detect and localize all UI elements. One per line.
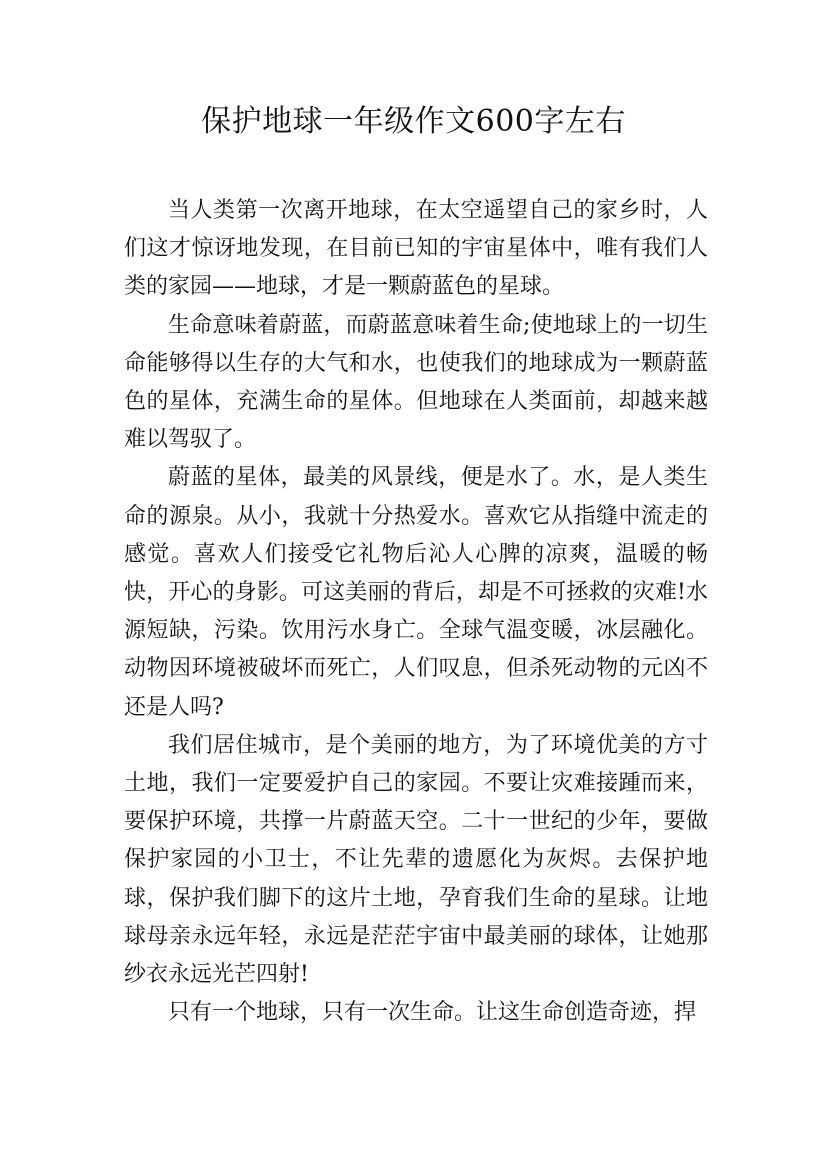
- document-body: [124, 192, 708, 1032]
- paragraph-2: 生命意味着蔚蓝，而蔚蓝意味着生命;使地球上的一切生命能够得以生存的大气和水，也使我们的地球成为一颗蔚蓝色的星体，充满生命的星体。但地球在人类面前，却越来越难以驾驭了。: [124, 312, 708, 453]
- document-title: 保护地球一年级作文600字左右: [201, 104, 626, 139]
- paragraph-5: 只有一个地球，只有一次生命。让这生命创造奇迹，捍: [168, 1000, 697, 1026]
- paragraph-4: 我们居住城市，是个美丽的地方，为了环境优美的方寸土地，我们一定要爱护自己的家园。不要让灾难接踵而来，要保护环境，共撑一片蔚蓝天空。二十一世纪的少年，要做保护家园的小卫士，不让先辈的遗愿化为灰烬。去保护地球，保护我们脚下的这片土地，孕育我们生命的星球。让地球母亲永远年轻，永远是茫茫宇宙中最美丽的球体，让她那纱衣永远光芒四射!: [124, 732, 708, 988]
- paragraph-3: 蔚蓝的星体，最美的风景线，便是水了。水，是人类生命的源泉。从小，我就十分热爱水。喜欢它从指缝中流走的感觉。喜欢人们接受它礼物后沁人心脾的凉爽，温暖的畅快，开心的身影。可这美丽的背后，却是不可拯救的灾难!水源短缺，污染。饮用污水身亡。全球气温变暖，冰层融化。动物因环境被破坏而死亡，人们叹息，但杀死动物的元凶不还是人吗?: [124, 465, 708, 720]
- paragraph-1: 当人类第一次离开地球，在太空遥望自己的家乡时，人们这才惊讶地发现，在目前已知的宇宙星体中，唯有我们人类的家园——地球，才是一颗蔚蓝色的星球。: [124, 198, 708, 300]
